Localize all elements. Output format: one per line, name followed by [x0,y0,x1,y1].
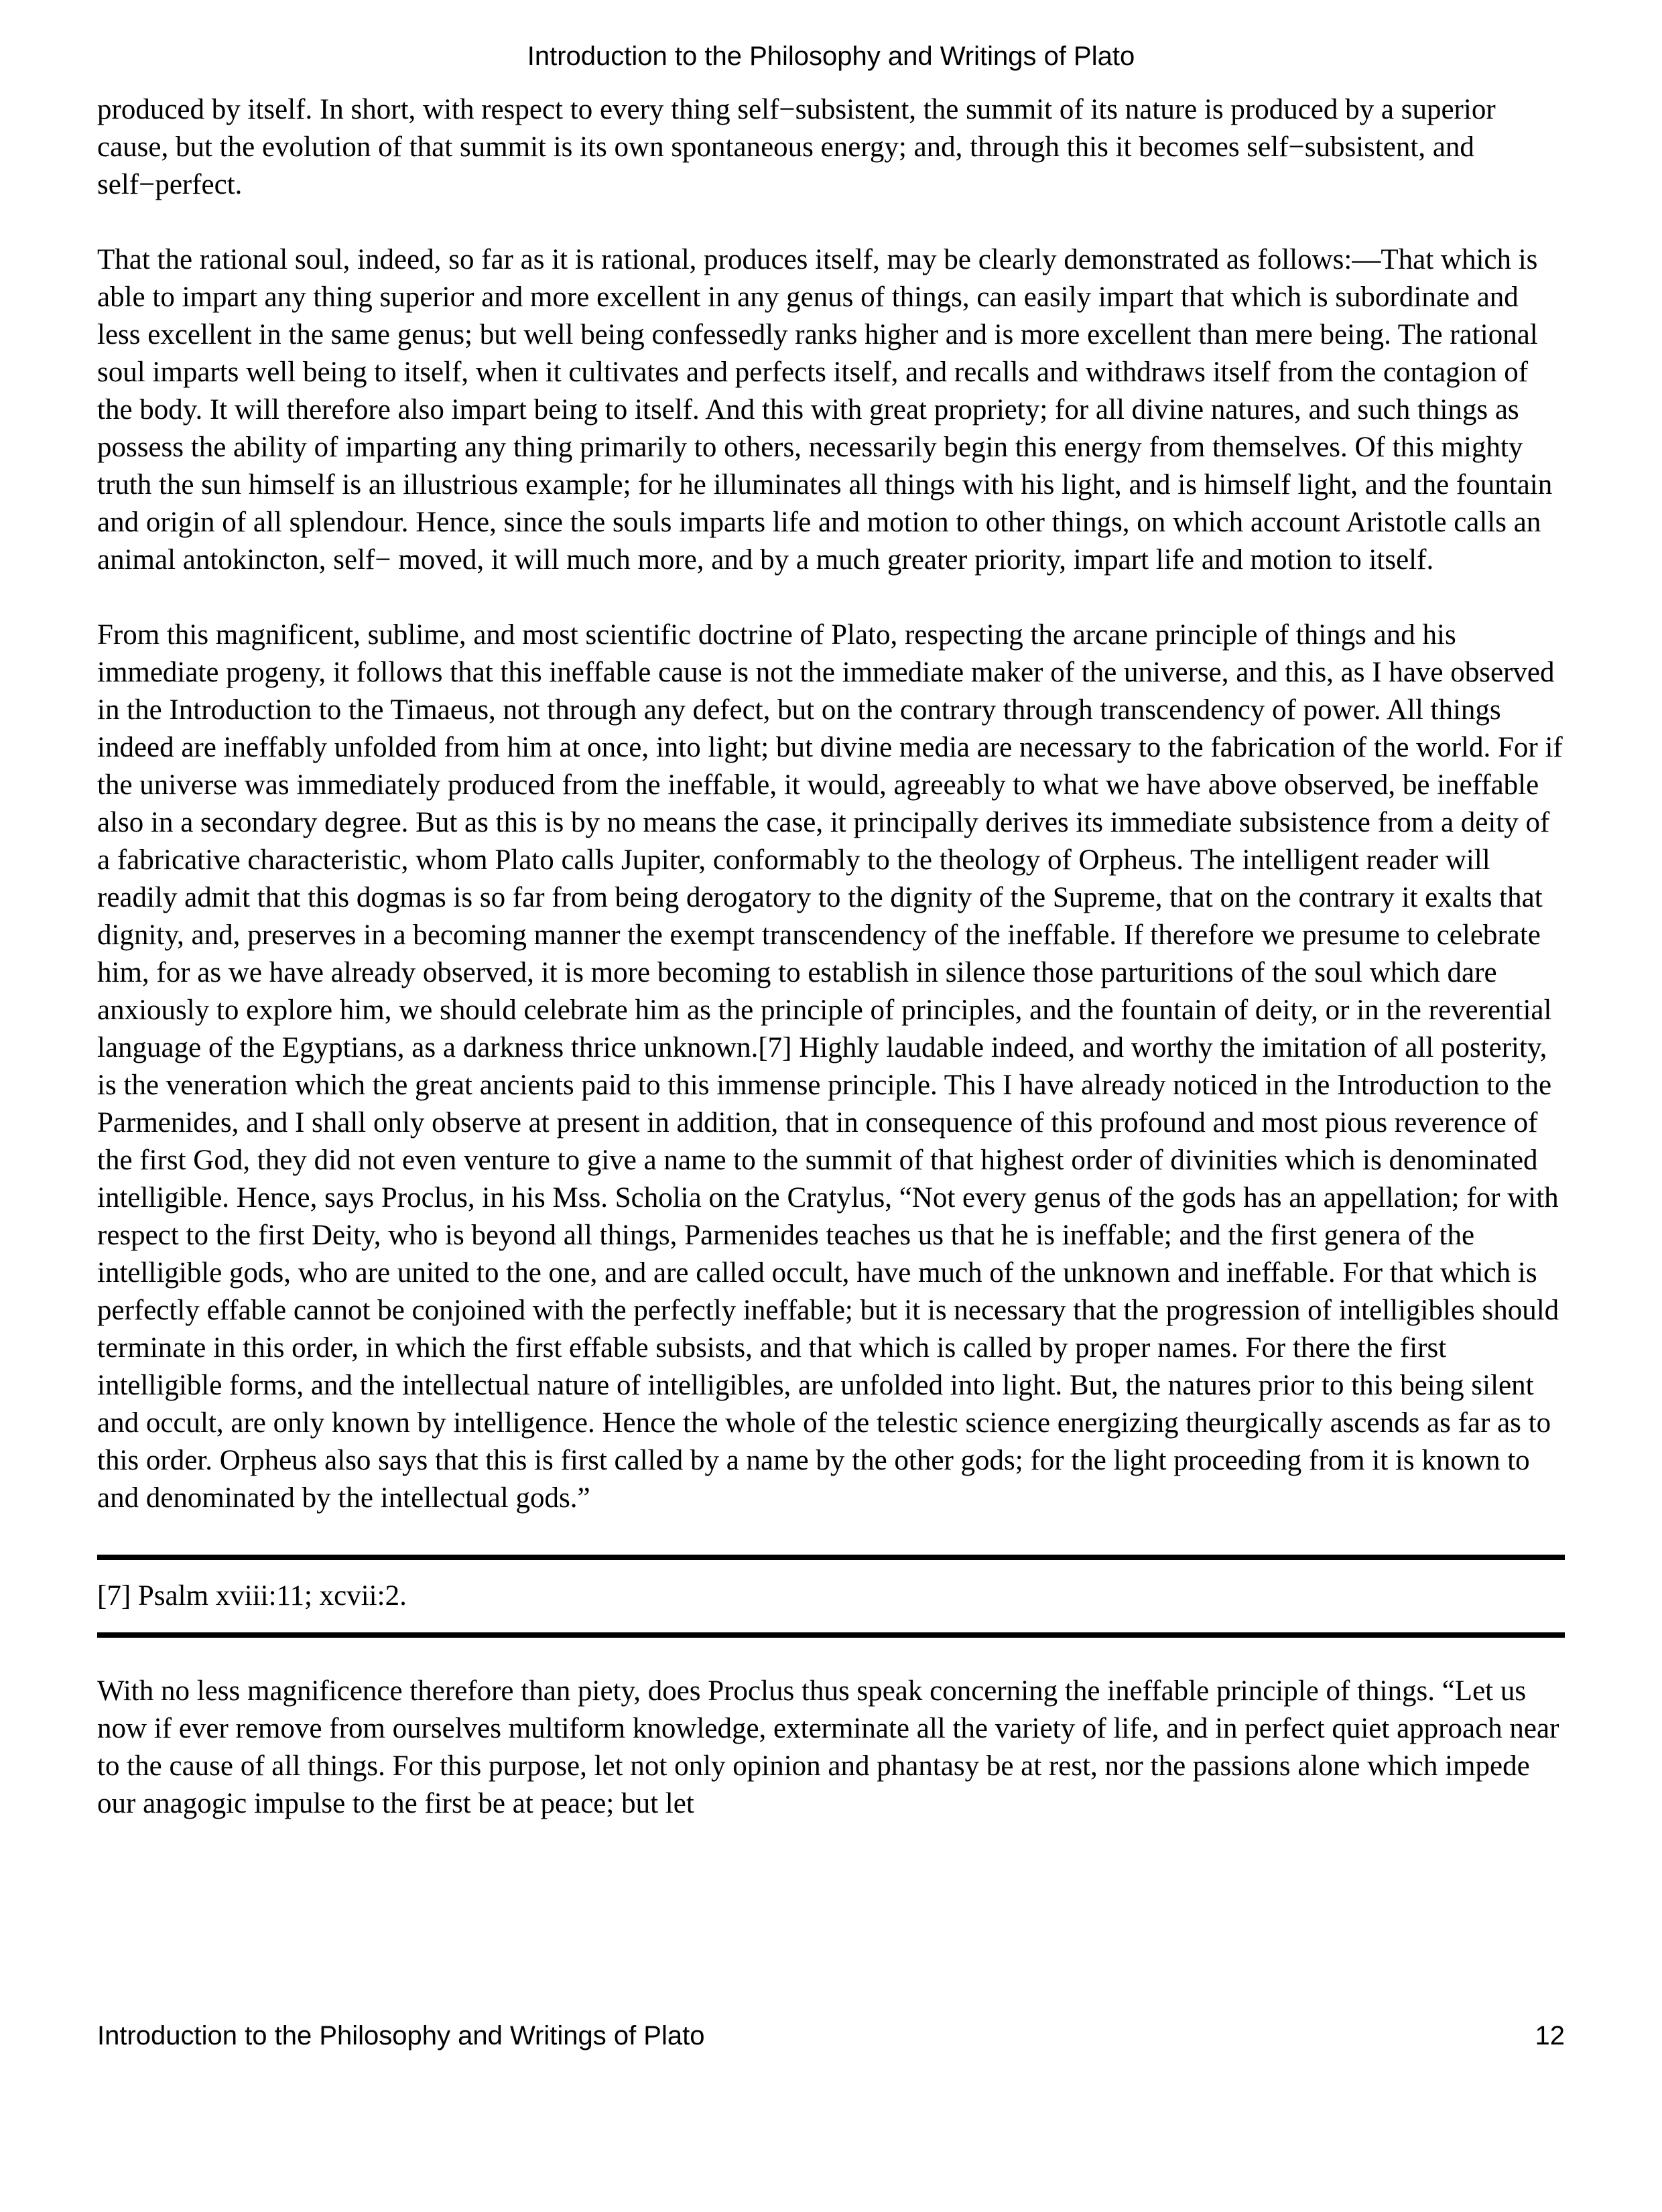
body-text [97,91,1565,1823]
running-header: Introduction to the Philosophy and Writings of Plato [527,42,1135,71]
footnote-section [97,1555,1565,1638]
paragraph: From this magnificent, sublime, and most scientific doctrine of Plato, respecting the arcane principle of things and his immediate progeny, it follows that this ineffable cause is not the immediate maker of the universe, and this, as I have observed in the Introduction to the Timaeus, not through any defect, but on the contrary through transcendency of power. All things indeed are ineffably unfolded from him at once, into light; but divine media are necessary to the fabrication of the world. For if the universe was immediately produced from the ineffable, it would, agreeably to what we have above observed, be ineffable also in a secondary degree. But as this is by no means the case, it principally derives its immediate subsistence from a deity of a fabricative characteristic, whom Plato calls Jupiter, conformably to the theology of Orpheus. The intelligent reader will readily admit that this dogmas is so far from being derogatory to the dignity of the Supreme, that on the contrary it exalts that dignity, and, preserves in a becoming manner the exempt transcendency of the ineffable. If therefore we presume to celebrate him, for as we have already observed, it is more becoming to establish in silence those parturitions of the soul which dare anxiously to explore him, we should celebrate him as the principle of principles, and the fountain of deity, or in the reverential language of the Egyptians, as a darkness thrice unknown.[7] Highly laudable indeed, and worthy the imitation of all posterity, is the veneration which the great ancients paid to this immense principle. This I have already noticed in the Introduction to the Parmenides, and I shall only observe at present in addition, that in consequence of this profound and most pious reverence of the first God, they did not even venture to give a name to the summit of that highest order of divinities which is denominated intelligible. Hence, says Proclus, in his Mss. Scholia on the Cratylus, “Not every genus of the gods has an appellation; for with respect to the first Deity, who is beyond all things, Parmenides teaches us that he is ineffable; and the first genera of the intelligible gods, who are united to the one, and are called occult, have much of the unknown and ineffable. For that which is perfectly effable cannot be conjoined with the perfectly ineffable; but it is necessary that the progression of intelligibles should terminate in this order, in which the first effable subsists, and that which is called by proper names. For there the first intelligible forms, and the intellectual nature of intelligibles, are unfolded into light. But, the natures prior to this being silent and occult, are only known by intelligence. Hence the whole of the telestic science energizing theurgically ascends as far as to this order. Orpheus also says that this is first called by a name by the other gods; for the light proceeding from it is known to and denominated by the intellectual gods.” [97,619,1563,1514]
footnote: [7] Psalm xviii:11; xcvii:2. [97,1580,407,1612]
footnote-rule-top [97,1555,1565,1560]
paragraph: That the rational soul, indeed, so far as it is rational, produces itself, may be clearly demonstrated as follows:—That which is able to impart any thing superior and more excellent in any genus of things, can easily impart that which is subordinate and less excellent in the same genus; but well being confessedly ranks higher and is more excellent than mere being. The rational soul imparts well being to itself, when it cultivates and perfects itself, and recalls and withdraws itself from the contagion of the body. It will therefore also impart being to itself. And this with great propriety; for all divine natures, and such things as possess the ability of imparting any thing primarily to others, necessarily begin this energy from themselves. Of this mighty truth the sun himself is an illustrious example; for he illuminates all things with his light, and is himself light, and the fountain and origin of all splendour. Hence, since the souls imparts life and motion to other things, on which account Aristotle calls an animal antokincton, self− moved, it will much more, and by a much greater priority, impart life and motion to itself. [97,244,1553,576]
paragraph: produced by itself. In short, with respect to every thing self−subsistent, the summit of its nature is produced by a superior cause, but the evolution of that summit is its own spontaneous energy; and, through this it becomes self−subsistent, and self−perfect. [97,94,1496,200]
running-footer [97,2021,1565,2051]
page-number: 12 [1535,2021,1565,2051]
paragraph: With no less magnificence therefore than piety, does Proclus thus speak concerning the ineffable principle of things. “Let us now if ever remove from ourselves multiform knowledge, exterminate all the variety of life, and in perfect quiet approach near to the cause of all things. For this purpose, let not only opinion and phantasy be at rest, nor the passions alone which impede our anagogic impulse to the first be at peace; but let [97,1675,1559,1819]
footnote-rule-bottom [97,1632,1565,1638]
footer-title: Introduction to the Philosophy and Writings of Plato [97,2021,705,2051]
